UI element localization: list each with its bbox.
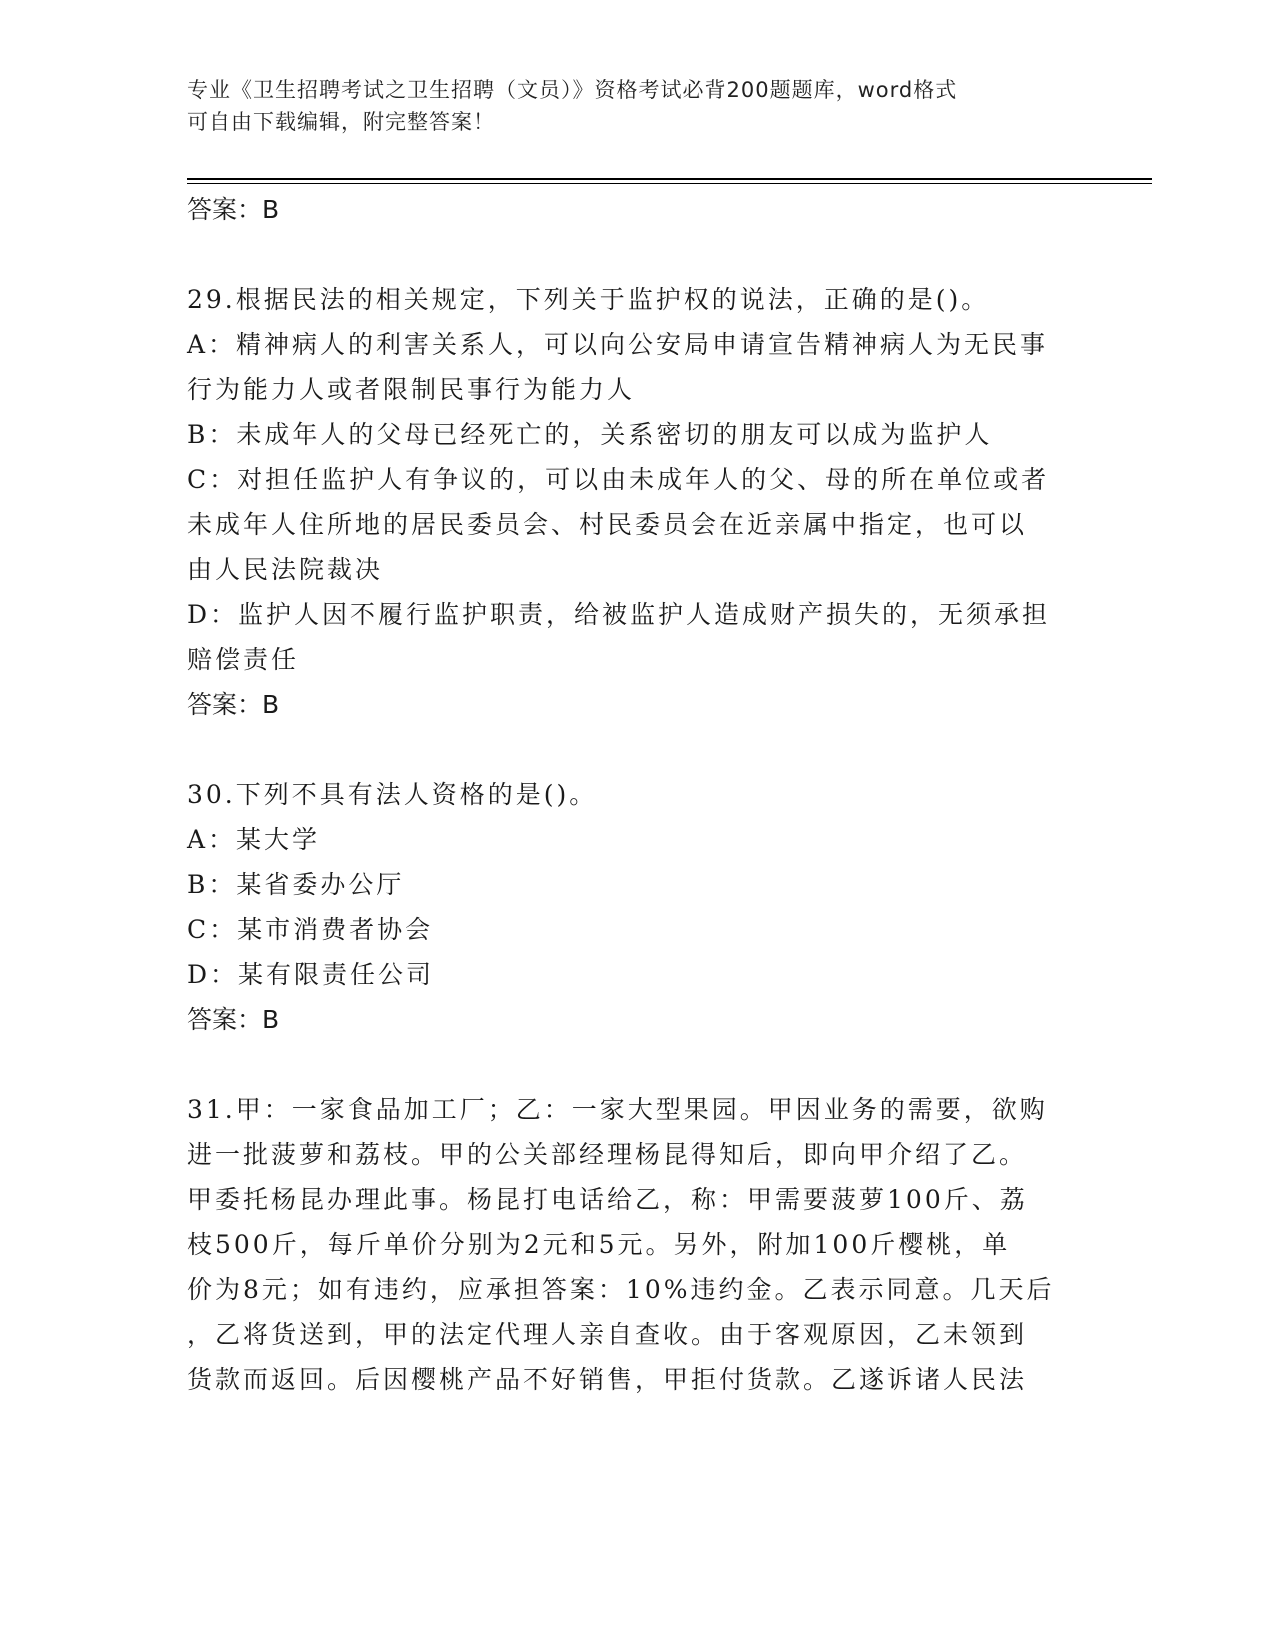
answer-q28: 答案：B (187, 195, 280, 224)
question-29-option-c-cont-2: 由人民法院裁决 (187, 555, 384, 584)
question-29-option-a-cont: 行为能力人或者限制民事行为能力人 (187, 375, 636, 404)
answer-q29: 答案：B (187, 690, 280, 719)
question-31-line-7: 货款而返回。后因樱桃产品不好销售，甲拒付货款。乙遂诉诸人民法 (187, 1365, 1028, 1394)
spacer (187, 1042, 1087, 1087)
header-line-2: 可自由下载编辑，附完整答案！ (187, 110, 495, 134)
question-29-option-d: D：监护人因不履行监护职责，给被监护人造成财产损失的，无须承担 (187, 600, 1051, 629)
question-30-option-d: D：某有限责任公司 (187, 960, 435, 989)
header-rule-thick (187, 178, 1152, 180)
question-29-stem: 29.根据民法的相关规定，下列关于监护权的说法，正确的是()。 (187, 285, 990, 314)
question-31-line-4: 枝500斤，每斤单价分别为2元和5元。另外，附加100斤樱桃，单 (187, 1230, 1011, 1259)
question-31-line-5: 价为8元；如有违约，应承担答案：10%违约金。乙表示同意。几天后 (187, 1275, 1055, 1304)
spacer (187, 727, 1087, 772)
spacer (187, 232, 1087, 277)
question-29-option-c-cont: 未成年人住所地的居民委员会、村民委员会在近亲属中指定，也可以 (187, 510, 1028, 539)
question-31-line-2: 进一批菠萝和荔枝。甲的公关部经理杨昆得知后，即向甲介绍了乙。 (187, 1140, 1028, 1169)
question-29 (187, 277, 1087, 682)
question-30-option-b: B：某省委办公厅 (187, 870, 405, 899)
question-30-option-c: C：某市消费者协会 (187, 915, 434, 944)
question-31-line-1: 31.甲：一家食品加工厂；乙：一家大型果园。甲因业务的需要，欲购 (187, 1095, 1048, 1124)
header-rule-thin (187, 183, 1152, 184)
header-line-1: 专业《卫生招聘考试之卫生招聘（文员）》资格考试必背200题题库，word格式 (187, 78, 958, 102)
question-29-option-a: A：精神病人的利害关系人，可以向公安局申请宣告精神病人为无民事 (187, 330, 1049, 359)
page-header (187, 74, 1067, 138)
question-29-option-d-cont: 赔偿责任 (187, 645, 300, 674)
answer-q30: 答案：B (187, 1005, 280, 1034)
document-body (187, 187, 1087, 1402)
question-30 (187, 772, 1087, 997)
question-29-option-b: B：未成年人的父母已经死亡的，关系密切的朋友可以成为监护人 (187, 420, 993, 449)
question-30-option-a: A：某大学 (187, 825, 321, 854)
question-31-line-6: ，乙将货送到，甲的法定代理人亲自查收。由于客观原因，乙未领到 (187, 1320, 1028, 1349)
question-29-option-c: C：对担任监护人有争议的，可以由未成年人的父、母的所在单位或者 (187, 465, 1050, 494)
question-30-stem: 30.下列不具有法人资格的是()。 (187, 780, 598, 809)
question-31-line-3: 甲委托杨昆办理此事。杨昆打电话给乙，称：甲需要菠萝100斤、荔 (187, 1185, 1028, 1214)
question-31 (187, 1087, 1087, 1402)
